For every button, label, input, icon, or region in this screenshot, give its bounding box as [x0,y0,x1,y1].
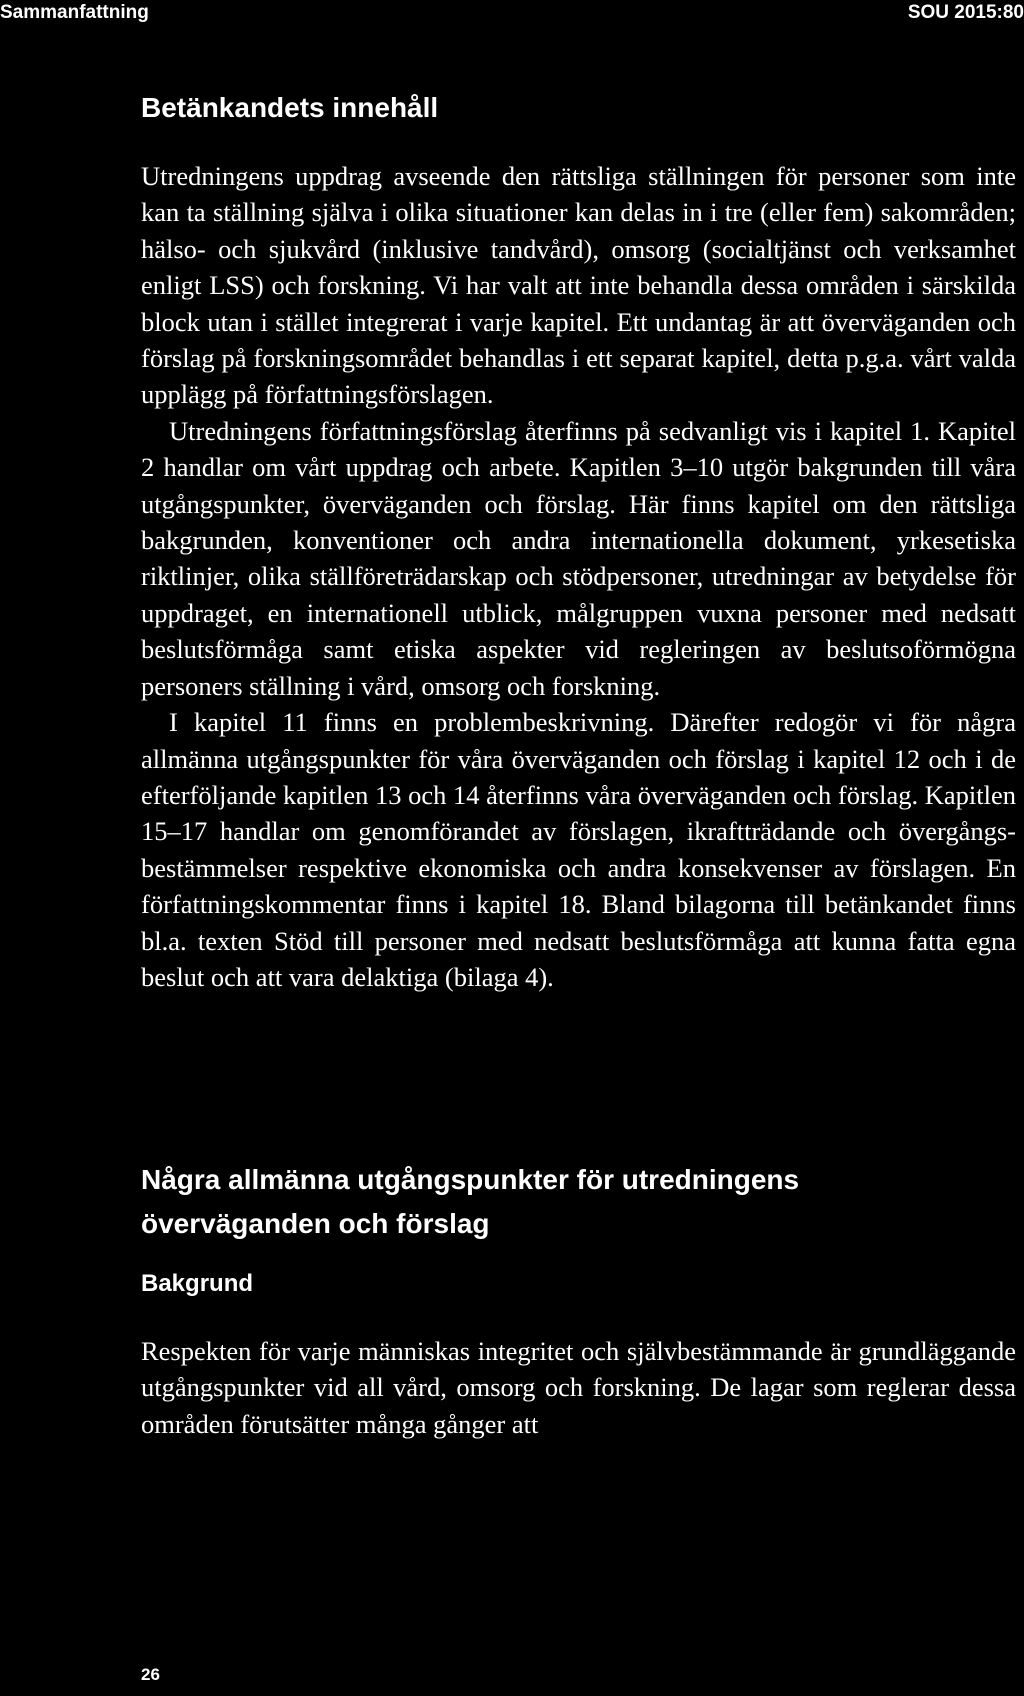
paragraph: Utredningens uppdrag avseende den rättsliga ställningen för personer som inte kan ta ställning själva i olika situationer kan delas in i tre (eller fem) sakområden; hälso- och sjukvård (inklusive tandvård), omsorg (socialtjänst och verksamhet enligt LSS) och forskning. Vi har valt att inte behandla dessa områden i särskilda block utan i stället integrerat i varje kapitel. Ett undantag är att överväganden och förslag på forskningsområdet behandlas i ett separat kapitel, detta p.g.a. vårt valda upplägg på författningsförslagen. [141,161,1016,410]
section-heading-allmanna-utgangspunkter-line1: Några allmänna utgångspunkter för utredningens [141,1164,800,1195]
paragraph: I kapitel 11 finns en problembeskrivning. Därefter redogör vi för några allmänna utgångspunkter för våra överväganden och förslag i kapitel 12 och i de efterföljande kapitlen 13 och 14 återfinns våra överväganden och förslag. Kapitlen 15–17 handlar om genomförandet av förslagen, ikraftträdande och övergångsbestämmelser respektive ekonomiska och andra konsekvenser av förslagen. En författningskommentar finns i kapitel 18. Bland bilagorna till betänkandet finns bl.a. texten Stöd till personer med nedsatt beslutsförmåga att kunna fatta egna beslut och att vara delaktiga (bilaga 4). [141,707,1016,992]
page-number: 26 [141,1665,160,1684]
running-head [0,2,1024,32]
section-body-bakgrund [141,1333,1016,1442]
section-heading-allmanna-utgangspunkter-line2: överväganden och förslag [141,1208,490,1239]
paragraph: Respekten för varje människas integritet och självbestämmande är grundläggande utgångspunkter vid all vård, omsorg och forskning. De lagar som reglerar dessa områden förutsätter många gånger att [141,1336,1016,1439]
running-head-section-label: Sammanfattning [0,2,149,23]
paragraph: Utredningens författningsförslag återfinns på sedvanligt vis i kapitel 1. Kapitel 2 handlar om vårt uppdrag och arbete. Kapitlen 3–10 utgör bakgrunden till våra utgångspunkter, överväganden och förslag. Här finns kapitel om den rättsliga bakgrunden, konventioner och andra internationella dokument, yrkesetiska riktlinjer, olika ställföreträdarskap och stödpersoner, utredningar av betydelse för uppdraget, en internationell utblick, målgruppen vuxna personer med nedsatt beslutsförmåga samt etiska aspekter vid regleringen av beslutsoförmögna personers ställning i vård, omsorg och forskning. [141,415,1016,701]
section-heading-betankandets-innehall: Betänkandets innehåll [141,92,439,123]
section-body-betankandets-innehall [141,158,1016,995]
running-head-document-id: SOU 2015:80 [907,2,1024,23]
subsection-heading-bakgrund: Bakgrund [141,1270,254,1297]
